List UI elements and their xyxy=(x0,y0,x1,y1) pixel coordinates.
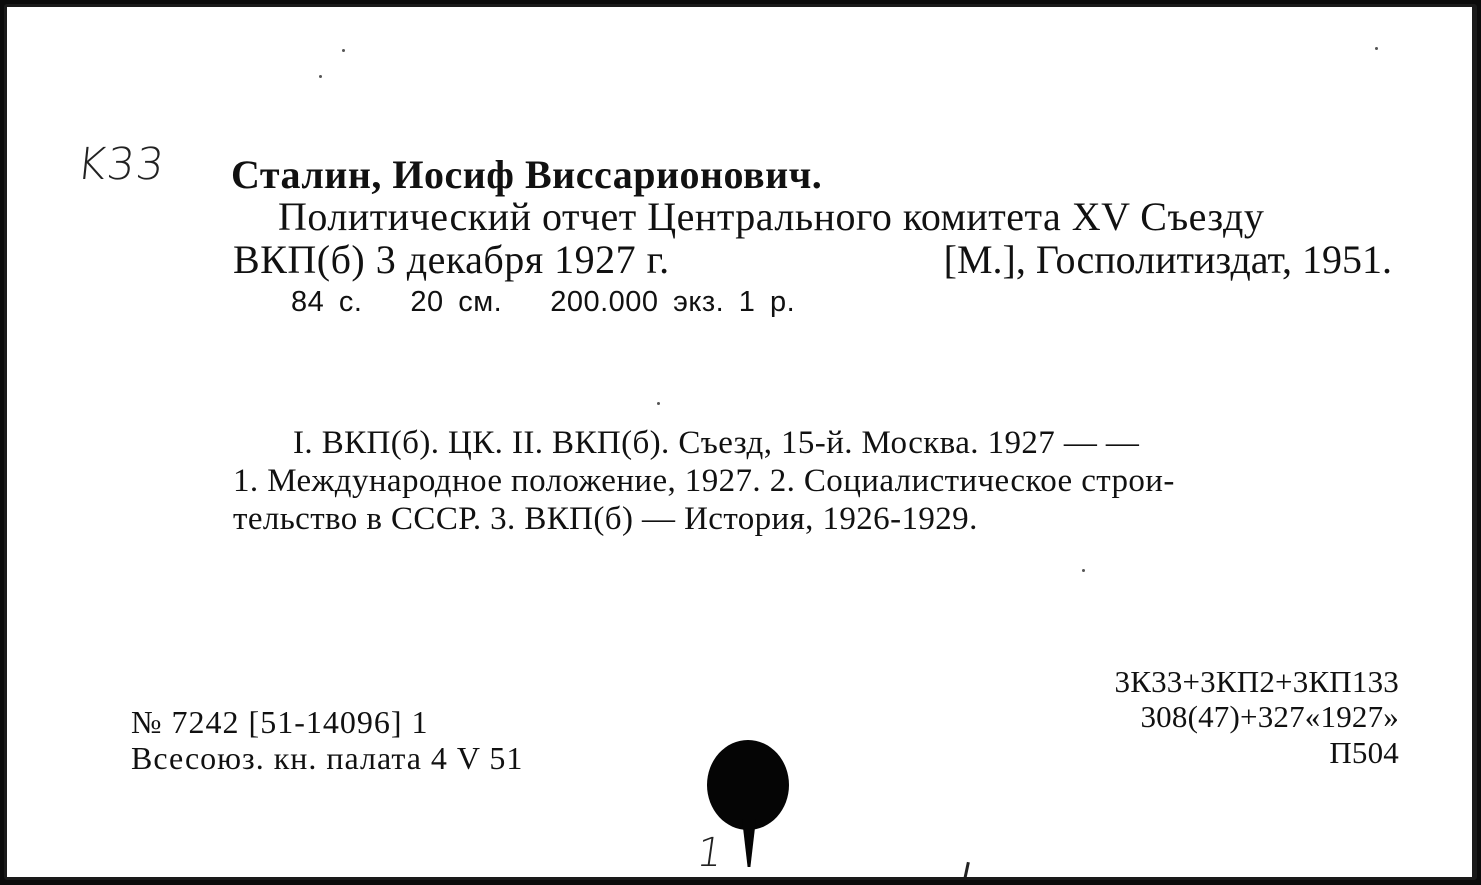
book-chamber-stamp: Всесоюз. кн. палата 4 V 51 xyxy=(131,740,524,776)
subject-line-1: I. ВКП(б). ЦК. II. ВКП(б). Съезд, 15-й. Москва. 1927 — — xyxy=(293,425,1140,461)
index-mark: K33 xyxy=(74,139,168,190)
speck xyxy=(342,49,345,52)
pen-mark xyxy=(963,862,970,880)
subject-line-2: 1. Международное положение, 1927. 2. Социалистическое строи- xyxy=(233,463,1175,499)
catalog-card xyxy=(4,4,1477,880)
registration-number: № 7242 [51-14096] 1 xyxy=(131,704,429,740)
speck xyxy=(1082,569,1085,572)
print-run-price: 200.000 экз. 1 р. xyxy=(550,286,796,318)
speck xyxy=(1375,47,1378,50)
publisher-imprint: [М.], Госполитиздат, 1951. xyxy=(943,237,1392,282)
pages-count: 84 с. xyxy=(291,286,363,318)
subject-line-3: тельство в СССР. 3. ВКП(б) — История, 1926-1929. xyxy=(233,501,978,537)
classification-line-2: 308(47)+327«1927» xyxy=(1140,699,1399,734)
classification-line-3: П504 xyxy=(1329,735,1399,770)
title-line-1: Политический отчет Центрального комитета XV Съезду xyxy=(278,194,1265,239)
physical-description xyxy=(291,286,843,319)
handwritten-number: 1 xyxy=(693,830,726,876)
title-line-2: ВКП(б) 3 декабря 1927 г. xyxy=(233,237,670,282)
author-heading: Сталин, Иосиф Виссарионович. xyxy=(231,152,823,197)
speck xyxy=(319,75,322,78)
speck xyxy=(657,402,660,405)
classification-line-1: 3К33+3КП2+3КП133 xyxy=(1114,664,1399,699)
punch-hole xyxy=(707,740,789,830)
punch-hole-tail xyxy=(742,819,756,867)
book-size: 20 см. xyxy=(410,286,503,318)
